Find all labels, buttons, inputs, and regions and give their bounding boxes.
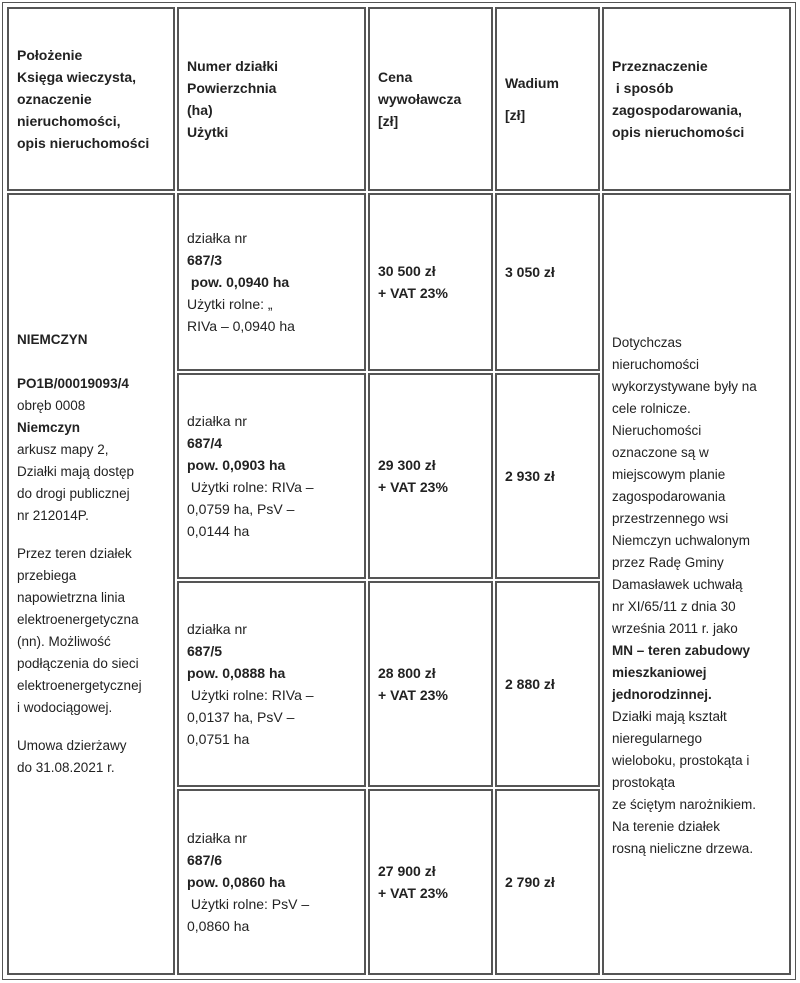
deposit-value: 2 790 zł [505,874,555,890]
header-line: zagospodarowania, [612,102,742,118]
deposit-value: 2 880 zł [505,676,555,692]
location-line: nr 212014P. [17,508,89,523]
lease-line: do 31.08.2021 r. [17,760,115,775]
plot-cell [177,789,366,975]
location-line: Działki mają dostęp [17,464,135,479]
plot-area: pow. 0,0940 ha [187,274,290,290]
purpose-line: cele rolnicze. [612,401,691,416]
purpose-line: zagospodarowania [612,489,726,504]
place-name: Niemczyn [17,420,81,435]
header-line: Położenie [17,47,83,63]
header-line: Wadium [505,75,559,91]
purpose-line: przestrzennego wsi [612,511,729,526]
purpose-line: miejscowym planie [612,467,726,482]
plot-number: 687/5 [187,643,223,659]
deposit-cell [495,193,600,371]
price-vat: + VAT 23% [378,479,448,495]
zoning-designation: jednorodzinnej. [612,687,712,702]
plot-label: działka nr [187,621,247,637]
header-line: Powierzchnia [187,80,277,96]
header-location [7,7,175,191]
price-cell [368,373,493,579]
plot-label: działka nr [187,830,247,846]
deposit-cell [495,373,600,579]
zoning-designation: MN – teren zabudowy [612,643,751,658]
header-purpose [602,7,791,191]
plot-area: pow. 0,0888 ha [187,665,286,681]
purpose-line: wykorzystywane były na [612,379,757,394]
header-line: oznaczenie [17,91,92,107]
purpose-line: Damasławek uchwałą [612,577,743,592]
purpose-line: września 2011 r. jako [612,621,738,636]
zoning-designation: mieszkaniowej [612,665,707,680]
plot-number: 687/3 [187,252,223,268]
header-line: (ha) [187,102,213,118]
price-vat: + VAT 23% [378,687,448,703]
purpose-line: rosną nieliczne drzewa. [612,841,754,856]
purpose-line: Niemczyn uchwalonym [612,533,751,548]
header-line: Użytki [187,124,229,140]
plot-usage: RIVa – 0,0940 ha [187,318,295,334]
price-cell [368,193,493,371]
power-line: elektroenergetyczna [17,612,139,627]
header-plot [177,7,366,191]
plot-number: 687/4 [187,435,223,451]
price-cell [368,581,493,787]
purpose-line: nieruchomości [612,357,700,372]
plot-usage: 0,0751 ha [187,731,250,747]
header-line: Księga wieczysta, [17,69,137,85]
lease-line: Umowa dzierżawy [17,738,127,753]
header-deposit [495,7,600,191]
purpose-line: Na terenie działek [612,819,721,834]
purpose-line: nieregularnego [612,731,703,746]
purpose-line: ze ściętym narożnikiem. [612,797,757,812]
plot-number: 687/6 [187,852,223,868]
land-register-number: PO1B/00019093/4 [17,376,129,391]
header-line: Numer działki [187,58,279,74]
plot-label: działka nr [187,413,247,429]
header-line: [zł] [505,107,526,123]
header-line: [zł] [378,113,399,129]
header-price [368,7,493,191]
power-line: Przez teren działek [17,546,132,561]
plot-usage: 0,0860 ha [187,918,250,934]
deposit-cell [495,581,600,787]
header-line: Cena [378,69,413,85]
location-line: arkusz mapy 2, [17,442,109,457]
obreb: obręb 0008 [17,398,86,413]
power-line: napowietrzna linia [17,590,126,605]
purpose-line: przez Radę Gminy [612,555,724,570]
deposit-value: 3 050 zł [505,264,555,280]
purpose-line: Dotychczas [612,335,682,350]
plot-usage: 0,0144 ha [187,523,250,539]
plot-area: pow. 0,0860 ha [187,874,286,890]
plot-usage: 0,0759 ha, PsV – [187,501,295,517]
purpose-line: oznaczone są w [612,445,709,460]
purpose-line: wieloboku, prostokąta i [612,753,750,768]
location-name: NIEMCZYN [17,332,88,347]
purpose-line: Działki mają kształt [612,709,727,724]
price-value: 30 500 zł [378,263,436,279]
auction-table [2,2,796,980]
plot-label: działka nr [187,230,247,246]
location-cell [7,193,175,975]
price-value: 29 300 zł [378,457,436,473]
plot-usage: Użytki rolne: PsV – [187,896,310,912]
header-line: i sposób [612,80,674,96]
plot-usage: Użytki rolne: RIVa – [187,687,314,703]
purpose-line: prostokąta [612,775,676,790]
header-line: opis nieruchomości [612,124,745,140]
purpose-line: Nieruchomości [612,423,702,438]
location-line: do drogi publicznej [17,486,130,501]
deposit-cell [495,789,600,975]
power-line: (nn). Możliwość [17,634,111,649]
plot-cell [177,193,366,371]
plot-usage: 0,0137 ha, PsV – [187,709,295,725]
price-vat: + VAT 23% [378,885,448,901]
price-cell [368,789,493,975]
power-line: podłączenia do sieci [17,656,139,671]
price-value: 28 800 zł [378,665,436,681]
power-line: elektroenergetycznej [17,678,142,693]
header-line: Przeznaczenie [612,58,708,74]
header-line: wywoławcza [378,91,462,107]
purpose-line: nr XI/65/11 z dnia 30 [612,599,736,614]
price-value: 27 900 zł [378,863,436,879]
plot-usage: Użytki rolne: RIVa – [187,479,314,495]
price-vat: + VAT 23% [378,285,448,301]
header-line: opis nieruchomości [17,135,150,151]
deposit-value: 2 930 zł [505,468,555,484]
plot-usage: Użytki rolne: „ [187,296,273,312]
plot-cell [177,373,366,579]
plot-cell [177,581,366,787]
power-line: przebiega [17,568,77,583]
plot-area: pow. 0,0903 ha [187,457,286,473]
header-line: nieruchomości, [17,113,121,129]
power-line: i wodociągowej. [17,700,113,715]
purpose-cell [602,193,791,975]
